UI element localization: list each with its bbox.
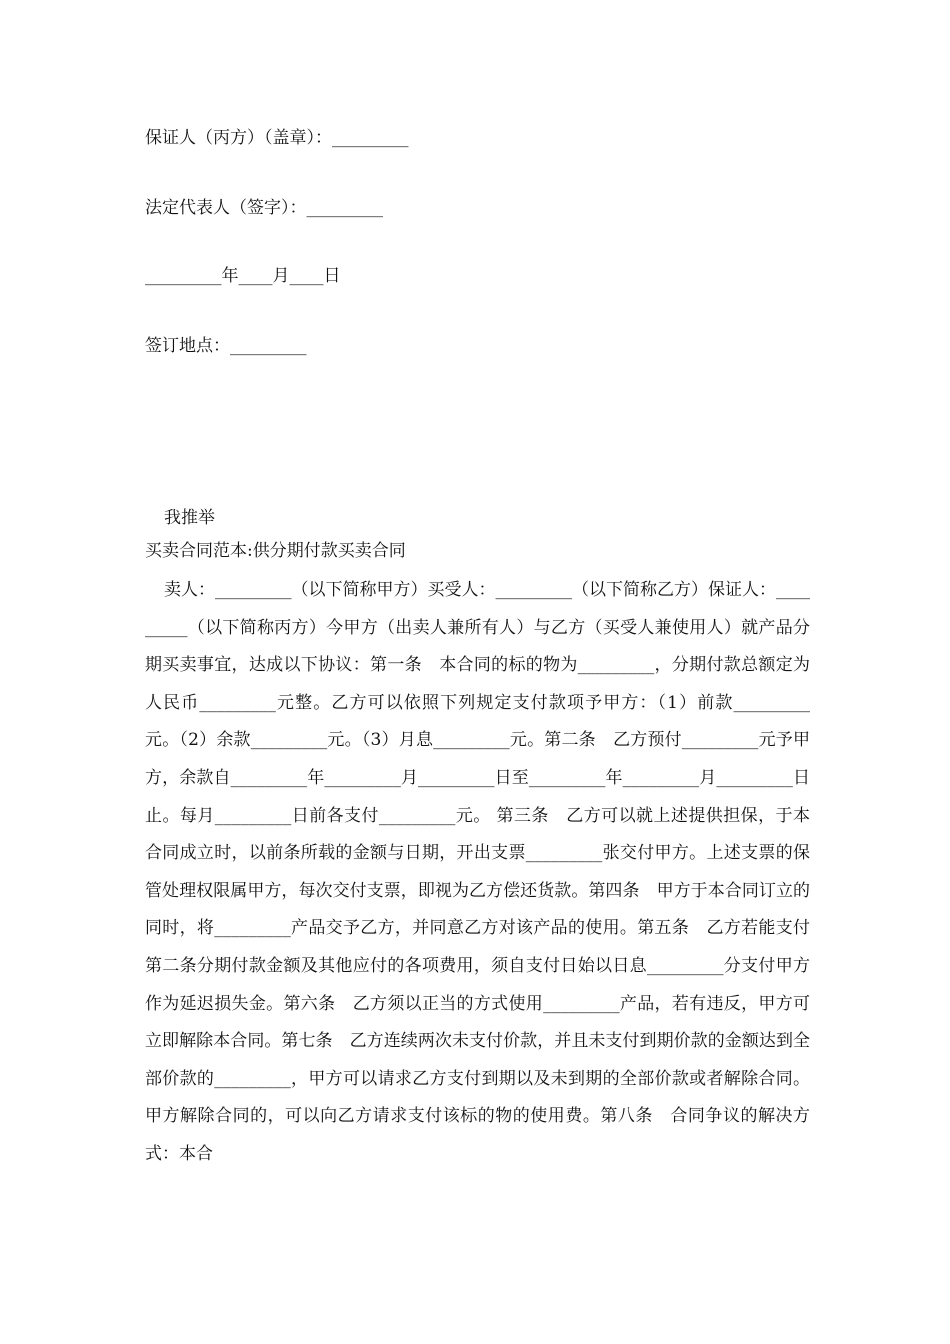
- contract-body: 卖人：_________（以下简称甲方）买受人：_________（以下简称乙方）保证人：_________（以下简称丙方）今甲方（出卖人兼所有人）与乙方（买受人兼使用人）就产品分期买卖事宜，达成以下协议：第一条 本合同的标的物为_________，分期付款总额定为人民币_________元整。乙方可以依照下列规定支付款项予甲方：（1）前款_________元。（2）余款_________元。（3）月息_________元。第二条 乙方预付_________元予甲方，余款自_________年_________月_________日至_________年_________月_________日止。每月_________日前各支付_________元。 第三条 乙方可以就上述提供担保，于本合同成立时，以前条所载的金额与日期，开出支票_________张交付甲方。上述支票的保管处理权限属甲方，每次交付支票，即视为乙方偿还货款。第四条 甲方于本合同订立的同时，将_________产品交予乙方，并同意乙方对该产品的使用。第五条 乙方若能支付第二条分期付款金额及其他应付的各项费用，须自支付日始以日息_________分支付甲方作为延迟损失金。第六条 乙方须以正当的方式使用_________产品，若有违反，甲方可立即解除本合同。第七条 乙方连续两次未支付价款，并且未支付到期价款的金额达到全部价款的_________，甲方可以请求乙方支付到期以及未到期的全部价款或者解除合同。甲方解除合同的，可以向乙方请求支付该标的物的使用费。第八条 合同争议的解决方式：本合: [145, 580, 810, 1164]
- contract-title: 买卖合同范本:供分期付款买卖合同: [145, 541, 406, 561]
- legal-representative-signature-line: 法定代表人（签字）：_________: [145, 198, 383, 218]
- signing-place-line: 签订地点：_________: [145, 336, 307, 356]
- recommend-label: 我推举: [164, 508, 215, 528]
- signing-date-line: _________年____月____日: [145, 266, 341, 286]
- guarantor-signature-line: 保证人（丙方）（盖章）：_________: [145, 128, 409, 148]
